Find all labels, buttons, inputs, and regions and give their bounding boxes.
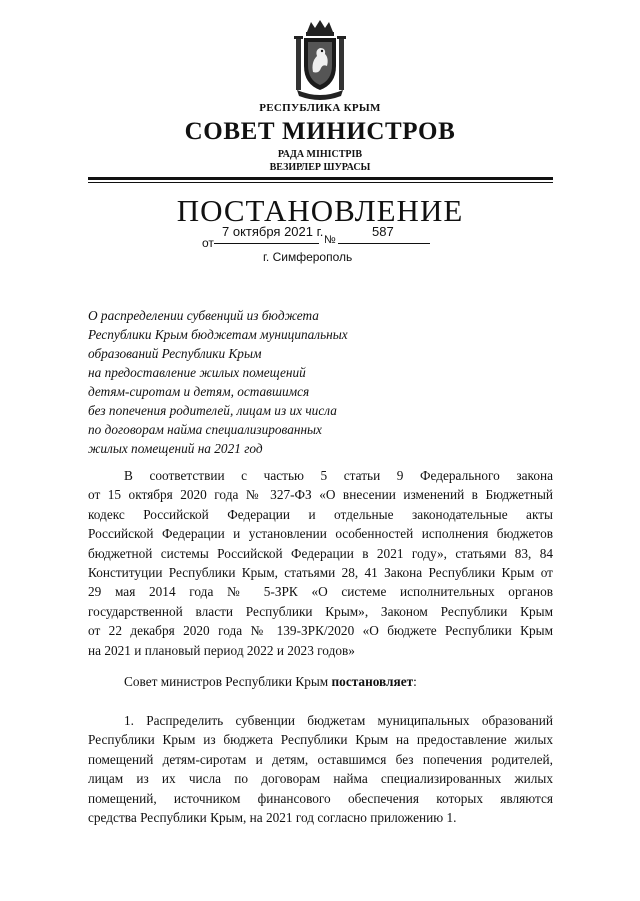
paragraph-line: от 15 октября 2020 года № 327-ФЗ «О внесении изменений в Бюджетный xyxy=(88,487,553,503)
resolution-keyword: постановляет xyxy=(331,674,414,689)
paragraph-line: Конституции Республики Крым, статьями 28, 41 Закона Республики Крым от xyxy=(88,565,553,581)
paragraph-line: на 2021 и плановый период 2022 и 2023 годов» xyxy=(88,642,355,658)
number-underline xyxy=(338,243,430,244)
paragraph-line: государственной власти Республики Крым», Законом Республики Крым xyxy=(88,603,553,619)
paragraph-line: бюджетной системы Российской Федерации в 2021 году», статьями 83, 84 xyxy=(88,545,553,561)
paragraph-line: лицам из их числа по договорам найма специализированных жилых xyxy=(88,771,553,787)
title-line: Республики Крым бюджетам муниципальных xyxy=(88,327,348,342)
preamble-paragraph xyxy=(88,466,553,660)
crimea-coat-of-arms-icon xyxy=(293,18,347,100)
date-prefix: от xyxy=(202,236,214,250)
clause-1-paragraph xyxy=(88,711,553,827)
title-line: О распределении субвенций из бюджета xyxy=(88,308,319,323)
document-number: 587 xyxy=(372,224,394,239)
title-line: детям-сиротам и детям, оставшимся xyxy=(88,384,310,399)
paragraph-line: помещений, источником финансового обеспечения которых являются xyxy=(88,790,553,806)
document-date: 7 октября 2021 г. xyxy=(222,224,324,239)
republic-name: РЕСПУБЛИКА КРЫМ xyxy=(259,102,381,114)
paragraph-line: кодекс Российской Федерации и отдельные законодательные акты xyxy=(88,506,553,522)
header-divider-thin xyxy=(88,182,553,183)
paragraph-line: Республики Крым из бюджета Республики Крым на предоставление жилых xyxy=(88,732,553,748)
paragraph-line: 29 мая 2014 года № 5-ЗРК «О системе исполнительных органов xyxy=(88,584,553,600)
title-line: образований Республики Крым xyxy=(88,346,262,361)
document-title xyxy=(88,306,428,458)
resolution-colon: : xyxy=(413,674,417,689)
document-city: г. Симферополь xyxy=(263,250,353,264)
title-line: жилых помещений на 2021 год xyxy=(88,441,263,456)
title-line: по договорам найма специализированных xyxy=(88,422,322,437)
resolution-statement xyxy=(88,672,553,691)
header-divider-thick xyxy=(88,177,553,180)
title-line: на предоставление жилых помещений xyxy=(88,365,306,380)
paragraph-line: В соответствии с частью 5 статьи 9 Федерального закона xyxy=(124,468,553,483)
document-type: ПОСТАНОВЛЕНИЕ xyxy=(176,193,464,228)
paragraph-line xyxy=(88,672,553,691)
paragraph-line: от 22 декабря 2020 года № 139-ЗРК/2020 «О бюджете Республики Крым xyxy=(88,623,553,639)
paragraph-line: помещений детям-сиротам и детям, оставшимся без попечения родителей, xyxy=(88,751,553,767)
council-name: СОВЕТ МИНИСТРОВ xyxy=(184,118,456,145)
title-line: без попечения родителей, лицам из их числа xyxy=(88,403,337,418)
number-label: № xyxy=(324,234,336,246)
resolution-text: Совет министров Республики Крым xyxy=(124,674,332,689)
council-name-ukrainian: РАДА МІНІСТРІВ xyxy=(277,149,363,160)
paragraph-line: 1. Распределить субвенции бюджетам муниципальных образований xyxy=(124,713,553,728)
council-name-crimean-tatar: ВЕЗИРЛЕР ШУРАСЫ xyxy=(269,162,371,173)
paragraph-line: средства Республики Крым, на 2021 год согласно приложению 1. xyxy=(88,810,457,826)
paragraph-line: Российской Федерации и установлении особенностей исполнения бюджетов xyxy=(88,526,553,542)
date-underline xyxy=(214,243,319,244)
